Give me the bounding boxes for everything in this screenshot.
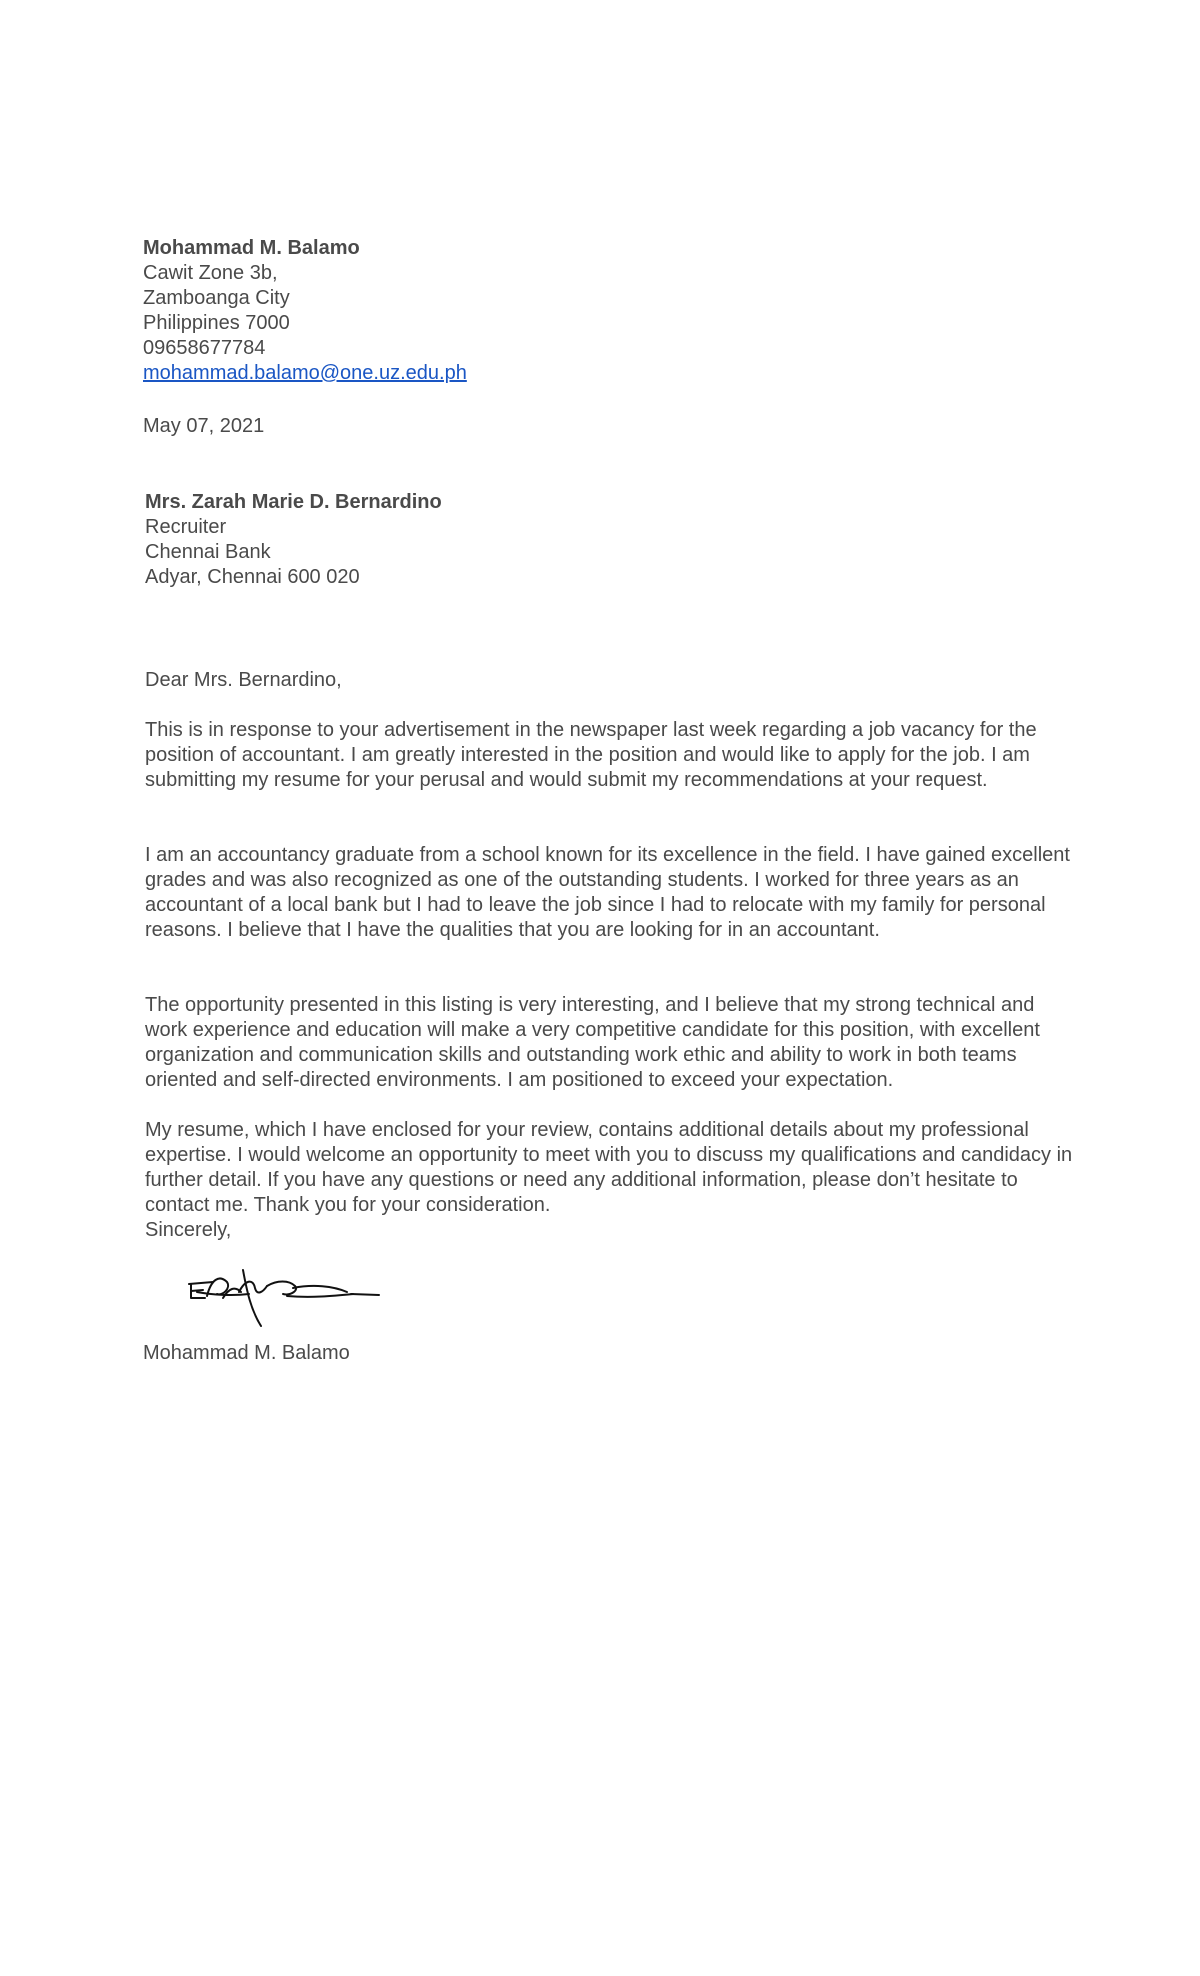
signature-name-text: Mohammad M. Balamo — [143, 1342, 350, 1364]
recipient-address: Adyar, Chennai 600 020 — [145, 566, 360, 588]
handwritten-signature — [183, 1262, 383, 1330]
body-paragraph-4: My resume, which I have enclosed for your review, contains additional details about my professional expertise. I would welcome an opportunity to meet with you to discuss my qualifications and candidacy in further detail. If you have any questions or need any additional information, please don’t hesitate to contact me. Thank you for your consideration. — [145, 1119, 1073, 1216]
recipient-name: Mrs. Zarah Marie D. Bernardino — [145, 491, 442, 513]
letter-date — [143, 414, 264, 439]
signature-name — [143, 1341, 350, 1366]
sender-block — [143, 236, 467, 386]
sender-name: Mohammad M. Balamo — [143, 237, 360, 259]
recipient-title: Recruiter — [145, 516, 227, 538]
sender-address-line3: Philippines 7000 — [143, 312, 290, 334]
body-paragraph-2: I am an accountancy graduate from a school known for its excellence in the field. I have gained excellent grades and was also recognized as one of the outstanding students. I worked for three years as an accountant of a local bank but I had to leave the job since I had to relocate with my family for personal reasons. I believe that I have the qualities that you are looking for in an accountant. — [145, 844, 1070, 941]
salutation — [145, 668, 342, 693]
sender-address-line1: Cawit Zone 3b, — [143, 262, 278, 284]
closing-text: Sincerely, — [145, 1219, 232, 1241]
sender-email-link[interactable]: mohammad.balamo@one.uz.edu.ph — [143, 362, 467, 384]
recipient-company: Chennai Bank — [145, 541, 271, 563]
salutation-text: Dear Mrs. Bernardino, — [145, 669, 342, 691]
recipient-block — [145, 490, 442, 590]
date-text: May 07, 2021 — [143, 415, 265, 437]
sender-address-line2: Zamboanga City — [143, 287, 290, 309]
body-paragraph-1: This is in response to your advertisement in the newspaper last week regarding a job vacancy for the position of accountant. I am greatly interested in the position and would like to apply for the job. I am submitting my resume for your perusal and would submit my recommendations at your request. — [145, 719, 1037, 791]
body-paragraph-3: The opportunity presented in this listing is very interesting, and I believe that my strong technical and work experience and education will make a very competitive candidate for this position, with excellent organization and communication skills and outstanding work ethic and ability to work in both teams oriented and self-directed environments. I am positioned to exceed your expectation. — [145, 994, 1040, 1091]
sender-phone: 09658677784 — [143, 337, 266, 359]
closing — [145, 1218, 231, 1243]
